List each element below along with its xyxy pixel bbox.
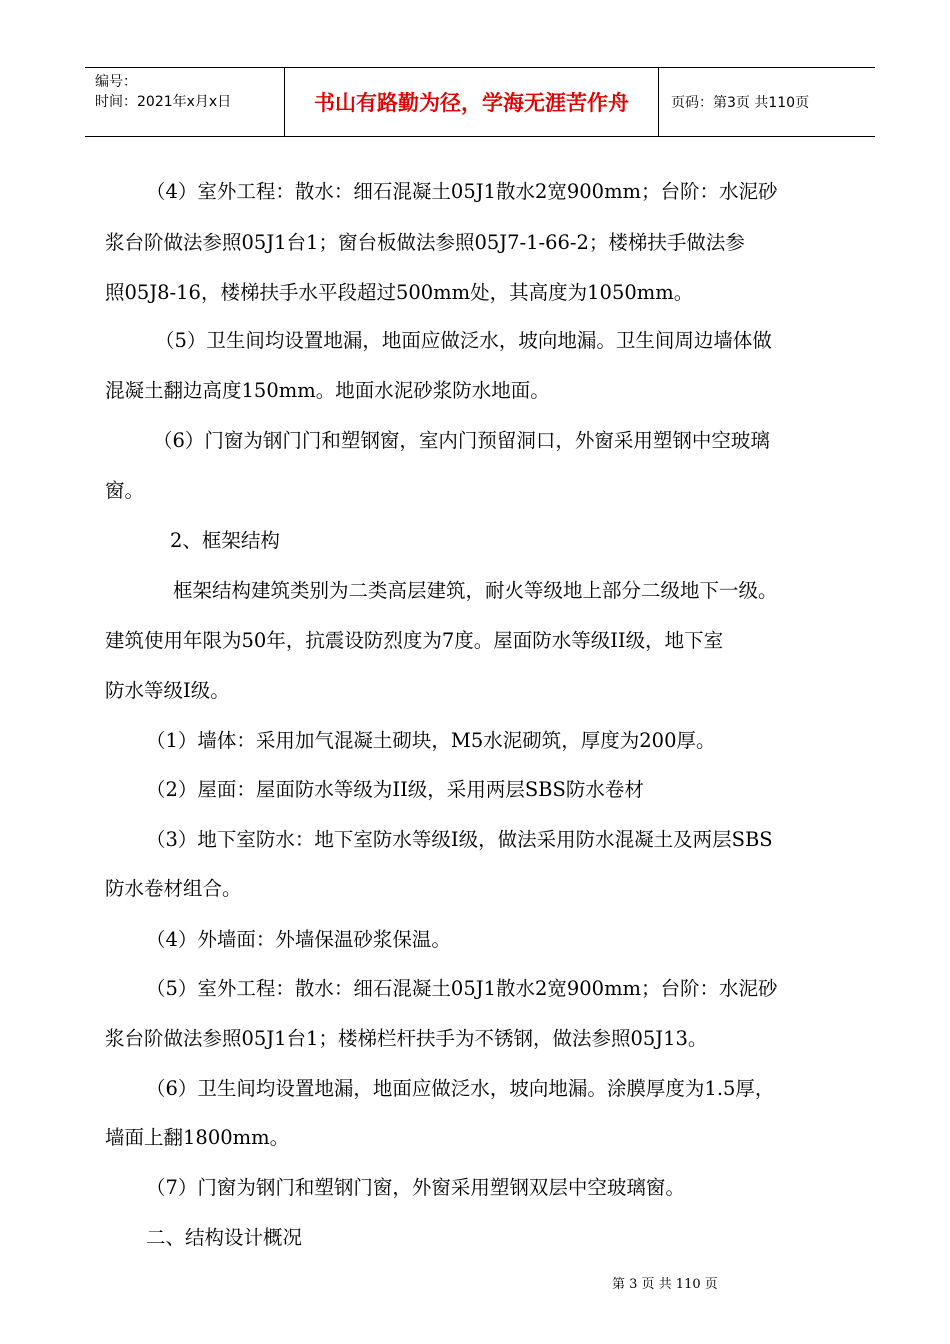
- text-line: （1）墙体：采用加气混凝土砌块，M5水泥砌筑，厚度为200厚。: [146, 729, 716, 752]
- text-line: （7）门窗为钢门和塑钢门窗，外窗采用塑钢双层中空玻璃窗。: [146, 1176, 685, 1199]
- text-line: （5）卫生间均设置地漏，地面应做泛水，坡向地漏。卫生间周边墙体做: [155, 329, 772, 352]
- text-line: 混凝土翻边高度150mm。地面水泥砂浆防水地面。: [105, 379, 550, 402]
- header-page-number: 页码：第3页 共110页: [671, 95, 810, 111]
- section-heading: 二、结构设计概况: [146, 1226, 303, 1249]
- text-line: 防水卷材组合。: [105, 877, 242, 900]
- text-line: （4）室外工程：散水：细石混凝土05J1散水2宽900mm；台阶：水泥砂: [146, 180, 778, 203]
- text-line: 防水等级I级。: [105, 679, 230, 702]
- text-line: （6）门窗为钢门门和塑钢窗，室内门预留洞口，外窗采用塑钢中空玻璃: [153, 429, 770, 452]
- text-line: （4）外墙面：外墙保温砂浆保温。: [146, 928, 451, 951]
- header-meta: [85, 68, 285, 136]
- text-line: （3）地下室防水：地下室防水等级I级，做法采用防水混凝土及两层SBS: [146, 828, 773, 851]
- text-line: 框架结构建筑类别为二类高层建筑，耐火等级地上部分二级地下一级。: [173, 579, 778, 602]
- text-line: （6）卫生间均设置地漏，地面应做泛水，坡向地漏。涂膜厚度为1.5厚，: [146, 1077, 775, 1100]
- text-line: 墙面上翻1800mm。: [105, 1126, 290, 1149]
- text-line: （2）屋面：屋面防水等级为II级，采用两层SBS防水卷材: [146, 778, 644, 801]
- section-heading: 2、框架结构: [170, 529, 280, 552]
- text-line: （5）室外工程：散水：细石混凝土05J1散水2宽900mm；台阶：水泥砂: [146, 977, 778, 1000]
- header-motto-cell: [285, 68, 659, 136]
- header-motto: 书山有路勤为径，学海无涯苦作舟: [314, 91, 629, 115]
- text-line: 照05J8-16，楼梯扶手水平段超过500mm处，其高度为1050mm。: [105, 281, 694, 304]
- text-line: 建筑使用年限为50年，抗震设防烈度为7度。屋面防水等级II级，地下室: [105, 629, 724, 652]
- page-header: [85, 67, 875, 137]
- document-number: 编号：: [95, 74, 137, 90]
- text-line: 窗。: [105, 479, 145, 502]
- document-date: 时间：2021年x月x日: [95, 94, 232, 110]
- text-line: 浆台阶做法参照05J1台1；楼梯栏杆扶手为不锈钢，做法参照05J13。: [105, 1027, 708, 1050]
- header-page-cell: [659, 68, 875, 136]
- text-line: 浆台阶做法参照05J1台1；窗台板做法参照05J7-1-66-2；楼梯扶手做法参: [105, 231, 745, 254]
- page-footer: 第 3 页 共 110 页: [612, 1277, 718, 1292]
